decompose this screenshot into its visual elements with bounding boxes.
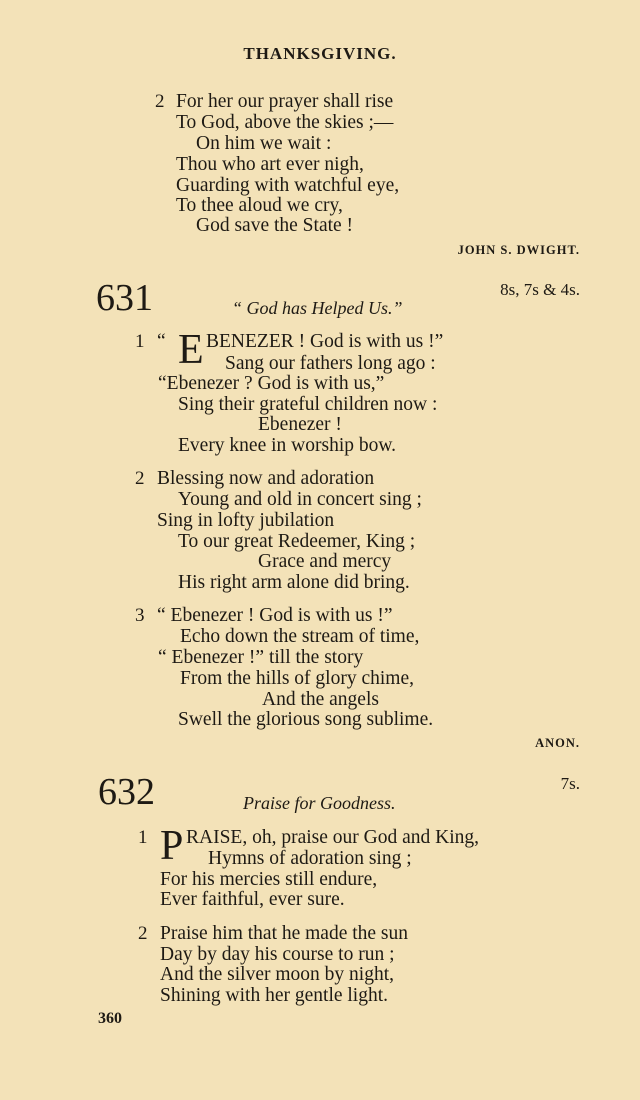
verse-line: Day by day his course to run ; [160,944,395,965]
verse-line: RAISE, oh, praise our God and King, [186,827,480,848]
verse-line: For her our prayer shall rise [176,91,394,112]
hymn-author: JOHN S. DWIGHT. [457,243,580,257]
hymn-title: Praise for Goodness. [243,793,396,813]
verse-number: 2 [135,468,145,489]
page-number: 360 [98,1010,122,1027]
verse-line: Shining with her gentle light. [160,985,389,1006]
hymn-meter: 7s. [560,774,580,793]
verse-line: To God, above the skies ;— [176,112,394,133]
verse-number: 1 [135,331,145,352]
verse-number: 2 [138,923,148,944]
verse-line: Ebenezer ! [258,414,342,435]
drop-cap: P [160,823,184,869]
verse-line: Grace and mercy [258,551,392,572]
verse-line: To thee aloud we cry, [176,195,343,216]
verse-line: To our great Redeemer, King ; [178,531,416,552]
verse-line: Thou who art ever nigh, [176,154,364,175]
verse-line: BENEZER ! God is with us !” [206,331,444,352]
verse-line: Echo down the stream of time, [180,626,420,647]
verse-line: On him we wait : [196,133,332,154]
verse-line: Sing in lofty jubilation [157,510,335,531]
verse-line: Praise him that he made the sun [160,923,409,944]
open-quote: “ [157,331,166,352]
verse-number: 3 [135,605,145,626]
hymn-number: 631 [96,277,153,319]
drop-cap: E [178,327,204,373]
verse-line: Hymns of adoration sing ; [208,848,412,869]
verse-number: 2 [155,91,165,112]
verse-line: For his mercies still endure, [160,869,378,890]
hymn-author: ANON. [535,736,580,750]
running-head: THANKSGIVING. [243,44,397,63]
verse-line: Ever faithful, ever sure. [160,889,345,910]
verse-line: Guarding with watchful eye, [176,175,400,196]
verse-line: From the hills of glory chime, [180,668,414,689]
verse-line: “ Ebenezer ! God is with us !” [157,605,393,626]
verse-line: And the angels [262,689,379,710]
verse-line: His right arm alone did bring. [178,572,410,593]
hymn-number: 632 [98,771,155,813]
verse-number: 1 [138,827,148,848]
verse-line: “ Ebenezer !” till the story [158,647,364,668]
verse-line: Swell the glorious song sublime. [178,709,434,730]
verse-line: God save the State ! [196,215,354,236]
verse-line: Sing their grateful children now : [178,394,438,415]
verse-line: Blessing now and adoration [157,468,375,489]
verse-line: Sang our fathers long ago : [225,353,436,374]
hymn-title: “ God has Helped Us.” [232,298,403,318]
hymn-meter: 8s, 7s & 4s. [500,280,580,299]
verse-line: “Ebenezer ? God is with us,” [158,373,385,394]
verse-line: Young and old in concert sing ; [178,489,422,510]
verse-line: And the silver moon by night, [160,964,394,985]
verse-line: Every knee in worship bow. [178,435,397,456]
